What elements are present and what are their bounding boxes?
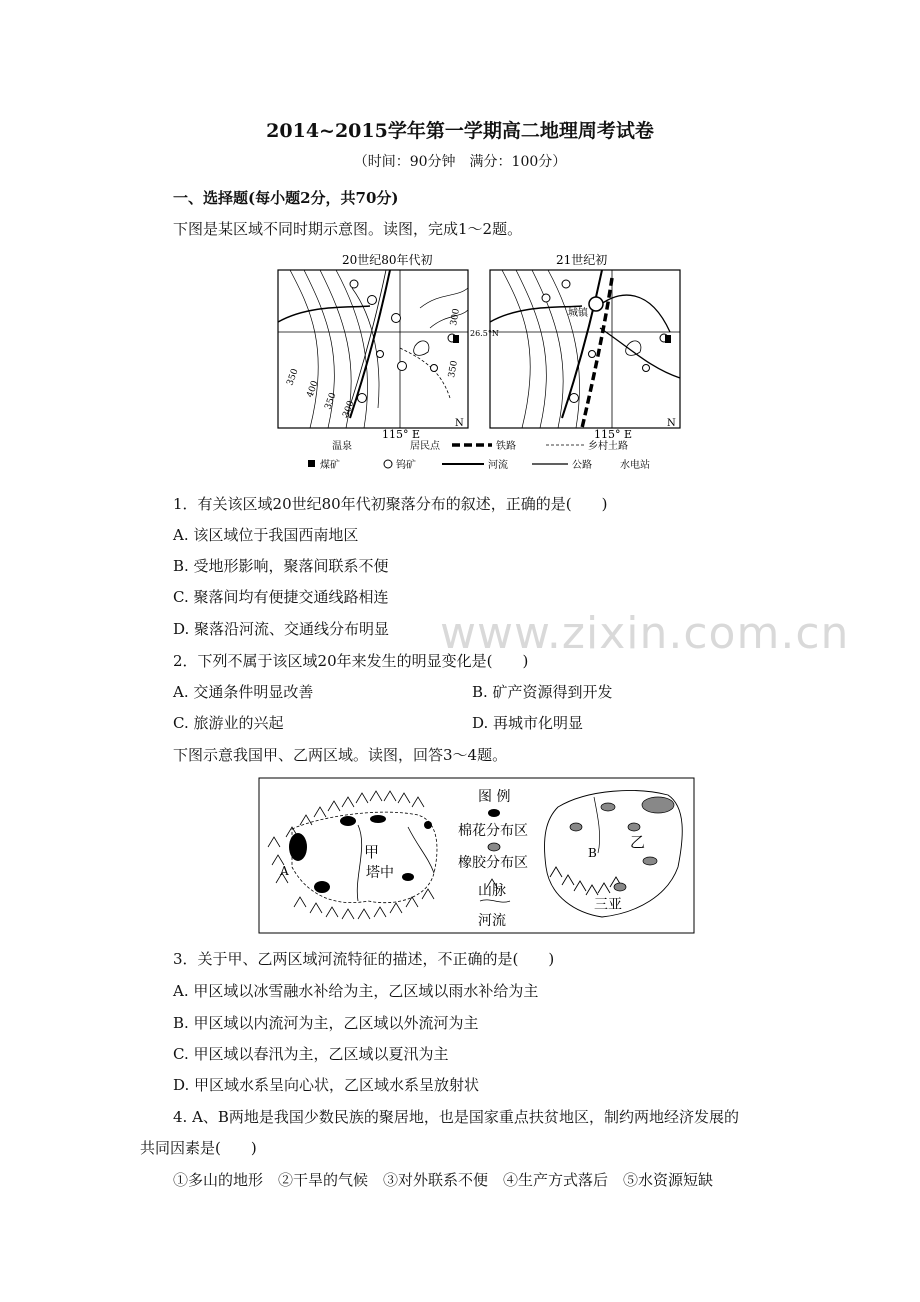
svg-text:河流: 河流 <box>488 460 508 471</box>
svg-text:乡村土路: 乡村土路 <box>588 441 628 452</box>
left-map-title: 20世纪80年代初 <box>342 253 433 267</box>
question-1-option-d[interactable]: D. 聚落沿河流、交通线分布明显 <box>173 620 390 638</box>
svg-text:115° E: 115° E <box>382 428 421 441</box>
svg-text:橡胶分布区: 橡胶分布区 <box>458 855 528 871</box>
intro-text-1: 下图是某区域不同时期示意图。读图，完成1～2题。 <box>173 220 523 238</box>
svg-text:N: N <box>455 418 464 429</box>
question-2-option-c[interactable]: C. 旅游业的兴起 <box>173 714 284 732</box>
svg-text:塔中: 塔中 <box>366 865 394 881</box>
question-1-stem: 1．有关该区域20世纪80年代初聚落分布的叙述，正确的是( ) <box>173 495 608 513</box>
svg-text:A: A <box>280 864 289 878</box>
latitude-label: 26.5°N <box>470 329 499 338</box>
svg-text:400: 400 <box>305 379 321 400</box>
svg-text:水电站: 水电站 <box>620 460 650 471</box>
svg-text:铁路: 铁路 <box>496 441 516 452</box>
left-map-panel <box>278 252 468 441</box>
question-2-option-d[interactable]: D. 再城市化明显 <box>472 714 584 732</box>
question-2-option-a[interactable]: A. 交通条件明显改善 <box>173 683 314 701</box>
question-4-options: ①多山的地形 ②干旱的气候 ③对外联系不便 ④生产方式落后 ⑤水资源短缺 <box>173 1171 714 1189</box>
svg-text:乙: 乙 <box>630 833 646 851</box>
svg-text:煤矿: 煤矿 <box>320 460 340 471</box>
svg-text:居民点: 居民点 <box>410 441 440 452</box>
exam-info: （时间：90分钟 满分：100分） <box>353 154 567 170</box>
question-3-option-c[interactable]: C. 甲区域以春汛为主，乙区域以夏汛为主 <box>173 1045 449 1063</box>
question-1-option-a[interactable]: A. 该区域位于我国西南地区 <box>173 526 359 544</box>
svg-text:300: 300 <box>341 399 357 420</box>
map-legend <box>308 439 650 471</box>
question-4-stem-continued: 共同因素是( ) <box>140 1139 257 1157</box>
xinjiang-hainan-map-figure <box>258 777 696 935</box>
svg-text:350: 350 <box>285 367 301 388</box>
question-1-option-b[interactable]: B. 受地形影响，聚落间联系不便 <box>173 557 389 575</box>
right-map-panel <box>490 252 680 441</box>
question-1-option-c[interactable]: C. 聚落间均有便捷交通线路相连 <box>173 588 389 606</box>
question-3-option-b[interactable]: B. 甲区域以内流河为主，乙区域以外流河为主 <box>173 1014 479 1032</box>
watermark: www.zixin.com.cn <box>440 608 850 659</box>
svg-text:N: N <box>667 418 676 429</box>
section-heading: 一、选择题(每小题2分，共70分) <box>173 189 399 207</box>
svg-text:350: 350 <box>447 359 460 379</box>
svg-text:甲: 甲 <box>364 843 380 861</box>
question-3-option-d[interactable]: D. 甲区域水系呈向心状，乙区域水系呈放射状 <box>173 1076 480 1094</box>
svg-text:钨矿: 钨矿 <box>396 460 416 471</box>
svg-text:350: 350 <box>323 391 339 412</box>
svg-text:图 例: 图 例 <box>478 789 511 805</box>
question-3-option-a[interactable]: A. 甲区域以冰雪融水补给为主，乙区域以雨水补给为主 <box>173 982 539 1000</box>
question-3-stem: 3．关于甲、乙两区域河流特征的描述，不正确的是( ) <box>173 950 555 968</box>
map2-legend <box>458 789 528 929</box>
svg-text:B: B <box>588 846 597 860</box>
svg-text:棉花分布区: 棉花分布区 <box>458 823 528 839</box>
svg-text:温泉: 温泉 <box>332 441 352 452</box>
page-title: 2014~2015学年第一学期高二地理周考试卷 <box>266 120 654 142</box>
svg-text:115° E: 115° E <box>594 428 633 441</box>
question-2-option-b[interactable]: B. 矿产资源得到开发 <box>472 683 613 701</box>
svg-text:三亚: 三亚 <box>594 897 622 913</box>
right-map-title: 21世纪初 <box>556 253 608 267</box>
svg-text:河流: 河流 <box>478 913 506 929</box>
svg-text:山脉: 山脉 <box>478 883 506 899</box>
intro-text-2: 下图示意我国甲、乙两区域。读图，回答3～4题。 <box>173 746 508 764</box>
svg-text:300: 300 <box>449 307 462 327</box>
svg-text:公路: 公路 <box>572 460 592 471</box>
region-map-figure <box>270 248 688 474</box>
svg-text:城镇: 城镇 <box>568 308 588 319</box>
question-4-stem: 4. A、B两地是我国少数民族的聚居地，也是国家重点扶贫地区，制约两地经济发展的 <box>173 1108 739 1126</box>
question-2-stem: 2．下列不属于该区域20年来发生的明显变化是( ) <box>173 652 529 670</box>
